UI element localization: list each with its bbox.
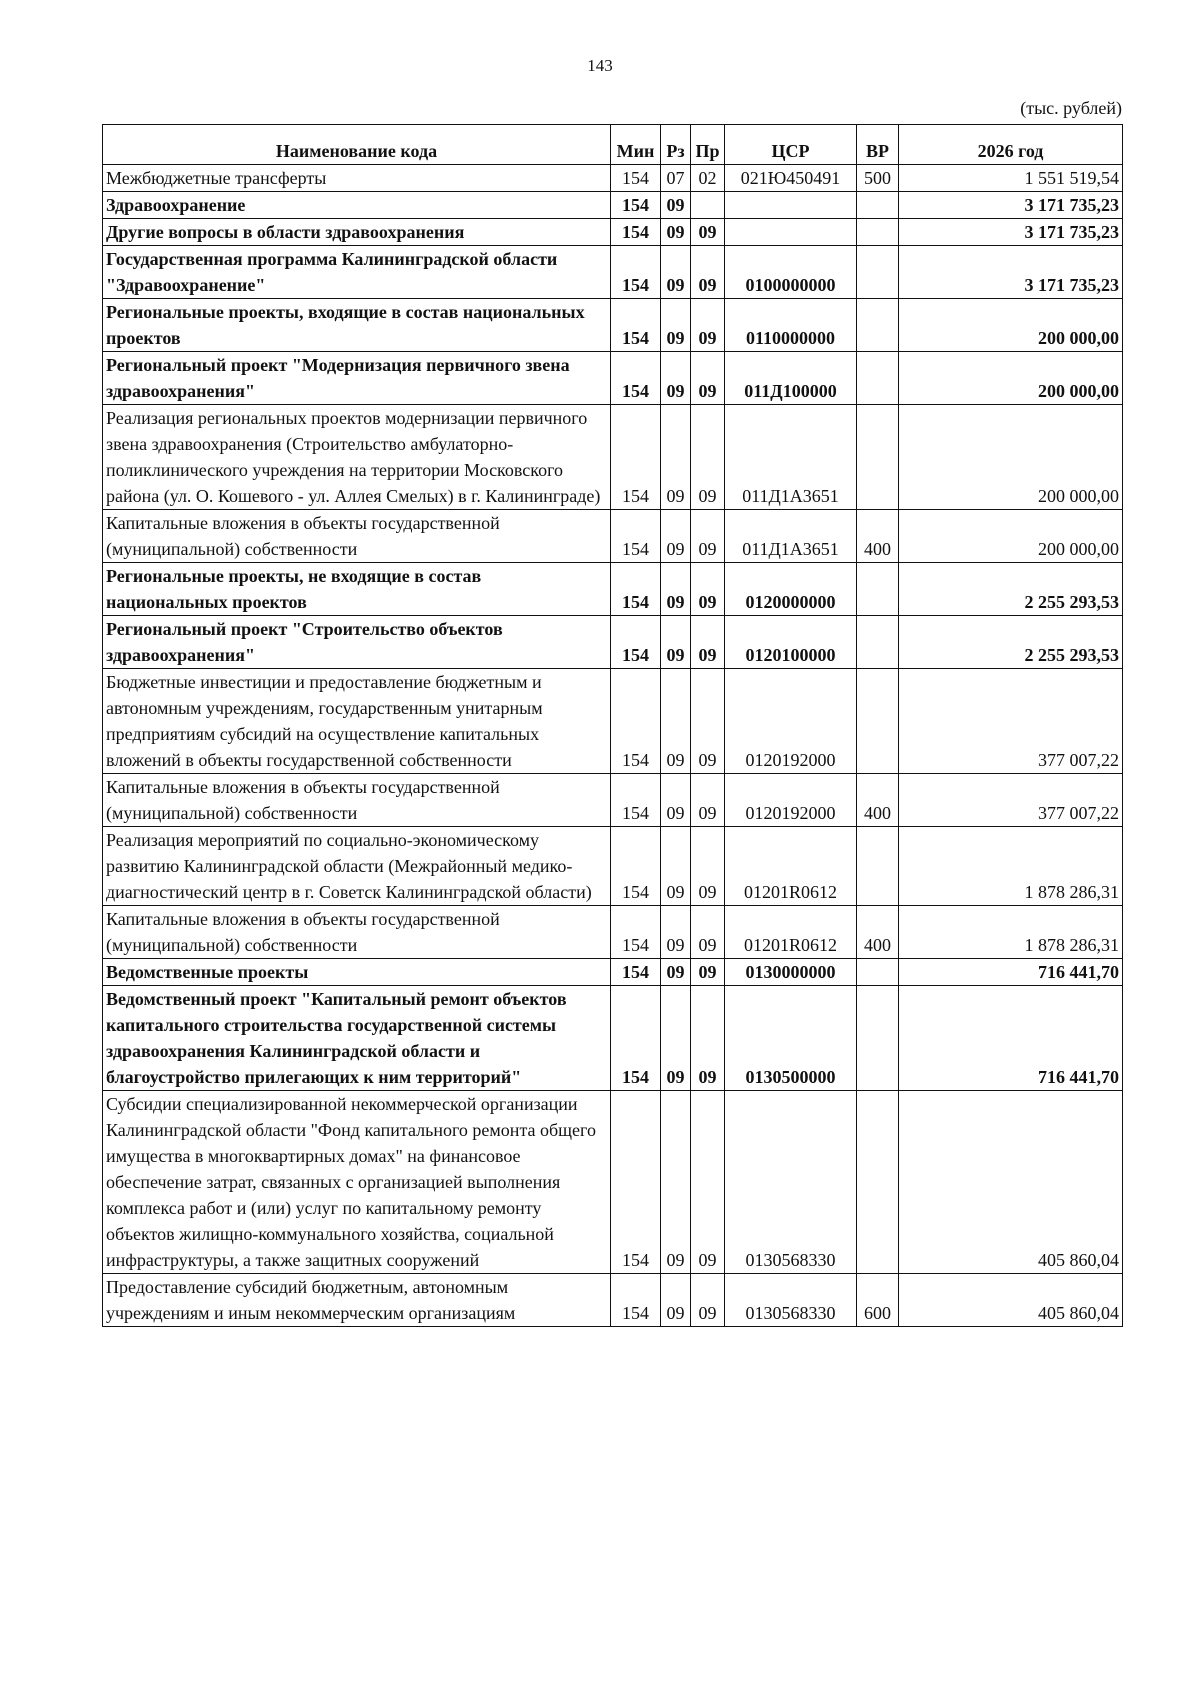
cell-pr: 09 xyxy=(691,219,725,246)
cell-rz: 09 xyxy=(661,986,691,1091)
cell-csr: 011Д100000 xyxy=(725,352,857,405)
table-row xyxy=(103,1274,1123,1327)
cell-sum: 3 171 735,23 xyxy=(899,219,1123,246)
cell-name: Реализация мероприятий по социально-экономическому развитию Калининградской области (Межрайонный медико-диагностический центр в г. Советск Калининградской области) xyxy=(103,827,611,906)
cell-pr: 09 xyxy=(691,906,725,959)
cell-rz: 09 xyxy=(661,774,691,827)
cell-name: Региональный проект "Модернизация первичного звена здравоохранения" xyxy=(103,352,611,405)
cell-min: 154 xyxy=(611,165,661,192)
cell-csr: 0130568330 xyxy=(725,1274,857,1327)
table-header-row xyxy=(103,125,1123,165)
cell-csr: 0120192000 xyxy=(725,669,857,774)
cell-csr xyxy=(725,192,857,219)
cell-csr: 0130568330 xyxy=(725,1091,857,1274)
cell-name: Другие вопросы в области здравоохранения xyxy=(103,219,611,246)
cell-csr: 01201R0612 xyxy=(725,906,857,959)
header-rz: Рз xyxy=(661,125,691,165)
cell-csr: 0120192000 xyxy=(725,774,857,827)
cell-csr xyxy=(725,219,857,246)
cell-min: 154 xyxy=(611,906,661,959)
cell-sum: 1 878 286,31 xyxy=(899,827,1123,906)
cell-csr: 011Д1А3651 xyxy=(725,510,857,563)
cell-vr: 600 xyxy=(857,1274,899,1327)
cell-csr: 011Д1А3651 xyxy=(725,405,857,510)
cell-rz: 09 xyxy=(661,669,691,774)
table-body xyxy=(103,165,1123,1327)
cell-pr: 09 xyxy=(691,827,725,906)
cell-name: Государственная программа Калининградской области "Здравоохранение" xyxy=(103,246,611,299)
cell-rz: 09 xyxy=(661,1274,691,1327)
cell-csr: 0100000000 xyxy=(725,246,857,299)
units-label: (тыс. рублей) xyxy=(1020,98,1122,118)
table-row xyxy=(103,669,1123,774)
cell-pr: 09 xyxy=(691,246,725,299)
cell-csr: 01201R0612 xyxy=(725,827,857,906)
cell-min: 154 xyxy=(611,986,661,1091)
cell-csr: 0130000000 xyxy=(725,959,857,986)
cell-vr: 500 xyxy=(857,165,899,192)
table-row xyxy=(103,906,1123,959)
cell-pr: 09 xyxy=(691,563,725,616)
cell-sum: 1 878 286,31 xyxy=(899,906,1123,959)
cell-sum: 200 000,00 xyxy=(899,352,1123,405)
table-row xyxy=(103,1091,1123,1274)
cell-vr xyxy=(857,299,899,352)
header-name: Наименование кода xyxy=(103,125,611,165)
cell-min: 154 xyxy=(611,246,661,299)
cell-csr: 021Ю450491 xyxy=(725,165,857,192)
table-row xyxy=(103,959,1123,986)
header-csr: ЦСР xyxy=(725,125,857,165)
table-row xyxy=(103,352,1123,405)
cell-vr xyxy=(857,219,899,246)
cell-min: 154 xyxy=(611,192,661,219)
cell-vr: 400 xyxy=(857,510,899,563)
cell-min: 154 xyxy=(611,219,661,246)
cell-min: 154 xyxy=(611,405,661,510)
cell-vr xyxy=(857,669,899,774)
cell-name: Бюджетные инвестиции и предоставление бюджетным и автономным учреждениям, государственным унитарным предприятиям субсидий на осуществление капитальных вложений в объекты государственной собственности xyxy=(103,669,611,774)
cell-rz: 09 xyxy=(661,616,691,669)
cell-pr xyxy=(691,192,725,219)
header-year: 2026 год xyxy=(899,125,1123,165)
cell-name: Ведомственные проекты xyxy=(103,959,611,986)
cell-rz: 09 xyxy=(661,827,691,906)
cell-rz: 07 xyxy=(661,165,691,192)
table-row xyxy=(103,774,1123,827)
cell-rz: 09 xyxy=(661,959,691,986)
cell-vr xyxy=(857,405,899,510)
cell-sum: 2 255 293,53 xyxy=(899,563,1123,616)
cell-sum: 405 860,04 xyxy=(899,1274,1123,1327)
cell-pr: 09 xyxy=(691,1274,725,1327)
cell-min: 154 xyxy=(611,774,661,827)
cell-pr: 09 xyxy=(691,1091,725,1274)
cell-sum: 2 255 293,53 xyxy=(899,616,1123,669)
cell-min: 154 xyxy=(611,299,661,352)
cell-pr: 09 xyxy=(691,405,725,510)
cell-sum: 377 007,22 xyxy=(899,774,1123,827)
cell-name: Предоставление субсидий бюджетным, автономным учреждениям и иным некоммерческим организациям xyxy=(103,1274,611,1327)
cell-vr xyxy=(857,986,899,1091)
cell-csr: 0120000000 xyxy=(725,563,857,616)
cell-pr: 09 xyxy=(691,352,725,405)
cell-sum: 716 441,70 xyxy=(899,986,1123,1091)
cell-name: Капитальные вложения в объекты государственной (муниципальной) собственности xyxy=(103,510,611,563)
cell-sum: 405 860,04 xyxy=(899,1091,1123,1274)
cell-pr: 09 xyxy=(691,959,725,986)
cell-name: Региональные проекты, не входящие в состав национальных проектов xyxy=(103,563,611,616)
cell-name: Региональный проект "Строительство объектов здравоохранения" xyxy=(103,616,611,669)
cell-rz: 09 xyxy=(661,1091,691,1274)
table-row xyxy=(103,246,1123,299)
cell-csr: 0130500000 xyxy=(725,986,857,1091)
table-row xyxy=(103,510,1123,563)
header-pr: Пр xyxy=(691,125,725,165)
cell-pr: 09 xyxy=(691,510,725,563)
cell-name: Капитальные вложения в объекты государственной (муниципальной) собственности xyxy=(103,906,611,959)
cell-sum: 3 171 735,23 xyxy=(899,246,1123,299)
table-row xyxy=(103,219,1123,246)
cell-min: 154 xyxy=(611,510,661,563)
header-min: Мин xyxy=(611,125,661,165)
cell-csr: 0110000000 xyxy=(725,299,857,352)
cell-sum: 200 000,00 xyxy=(899,510,1123,563)
cell-rz: 09 xyxy=(661,352,691,405)
table-row xyxy=(103,827,1123,906)
cell-rz: 09 xyxy=(661,563,691,616)
cell-vr xyxy=(857,563,899,616)
cell-name: Межбюджетные трансферты xyxy=(103,165,611,192)
cell-pr: 09 xyxy=(691,774,725,827)
cell-min: 154 xyxy=(611,959,661,986)
cell-vr xyxy=(857,959,899,986)
cell-min: 154 xyxy=(611,827,661,906)
table-row xyxy=(103,299,1123,352)
cell-min: 154 xyxy=(611,616,661,669)
cell-vr xyxy=(857,827,899,906)
table-row xyxy=(103,192,1123,219)
cell-sum: 716 441,70 xyxy=(899,959,1123,986)
table-row xyxy=(103,405,1123,510)
cell-rz: 09 xyxy=(661,906,691,959)
cell-name: Ведомственный проект "Капитальный ремонт объектов капитального строительства государственной системы здравоохранения Калининградской области и благоустройство прилегающих к ним территорий" xyxy=(103,986,611,1091)
cell-vr: 400 xyxy=(857,906,899,959)
cell-rz: 09 xyxy=(661,219,691,246)
cell-vr xyxy=(857,192,899,219)
cell-name: Реализация региональных проектов модернизации первичного звена здравоохранения (Строительство амбулаторно-поликлинического учреждения на территории Московского района (ул. О. Кошевого - ул. Аллея Смелых) в г. Калининграде) xyxy=(103,405,611,510)
cell-pr: 09 xyxy=(691,299,725,352)
cell-vr xyxy=(857,1091,899,1274)
cell-name: Здравоохранение xyxy=(103,192,611,219)
cell-vr: 400 xyxy=(857,774,899,827)
cell-name: Региональные проекты, входящие в состав национальных проектов xyxy=(103,299,611,352)
cell-rz: 09 xyxy=(661,510,691,563)
cell-pr: 02 xyxy=(691,165,725,192)
table-row xyxy=(103,165,1123,192)
cell-sum: 200 000,00 xyxy=(899,405,1123,510)
cell-sum: 377 007,22 xyxy=(899,669,1123,774)
table-row xyxy=(103,616,1123,669)
cell-sum: 200 000,00 xyxy=(899,299,1123,352)
table-row xyxy=(103,563,1123,616)
cell-min: 154 xyxy=(611,669,661,774)
cell-vr xyxy=(857,246,899,299)
cell-rz: 09 xyxy=(661,405,691,510)
cell-rz: 09 xyxy=(661,299,691,352)
cell-csr: 0120100000 xyxy=(725,616,857,669)
page-number: 143 xyxy=(587,56,613,75)
cell-min: 154 xyxy=(611,1274,661,1327)
cell-name: Капитальные вложения в объекты государственной (муниципальной) собственности xyxy=(103,774,611,827)
budget-table xyxy=(102,124,1123,1327)
cell-name: Субсидии специализированной некоммерческой организации Калининградской области "Фонд капитального ремонта общего имущества в многоквартирных домах" на финансовое обеспечение затрат, связанных с организацией выполнения комплекса работ и (или) услуг по капитальному ремонту объектов жилищно-коммунального хозяйства, социальной инфраструктуры, а также защитных сооружений xyxy=(103,1091,611,1274)
cell-vr xyxy=(857,352,899,405)
cell-min: 154 xyxy=(611,1091,661,1274)
cell-pr: 09 xyxy=(691,986,725,1091)
cell-pr: 09 xyxy=(691,669,725,774)
cell-vr xyxy=(857,616,899,669)
cell-sum: 1 551 519,54 xyxy=(899,165,1123,192)
header-vr: ВР xyxy=(857,125,899,165)
cell-rz: 09 xyxy=(661,192,691,219)
cell-sum: 3 171 735,23 xyxy=(899,192,1123,219)
cell-min: 154 xyxy=(611,352,661,405)
cell-min: 154 xyxy=(611,563,661,616)
cell-rz: 09 xyxy=(661,246,691,299)
table-row xyxy=(103,986,1123,1091)
cell-pr: 09 xyxy=(691,616,725,669)
